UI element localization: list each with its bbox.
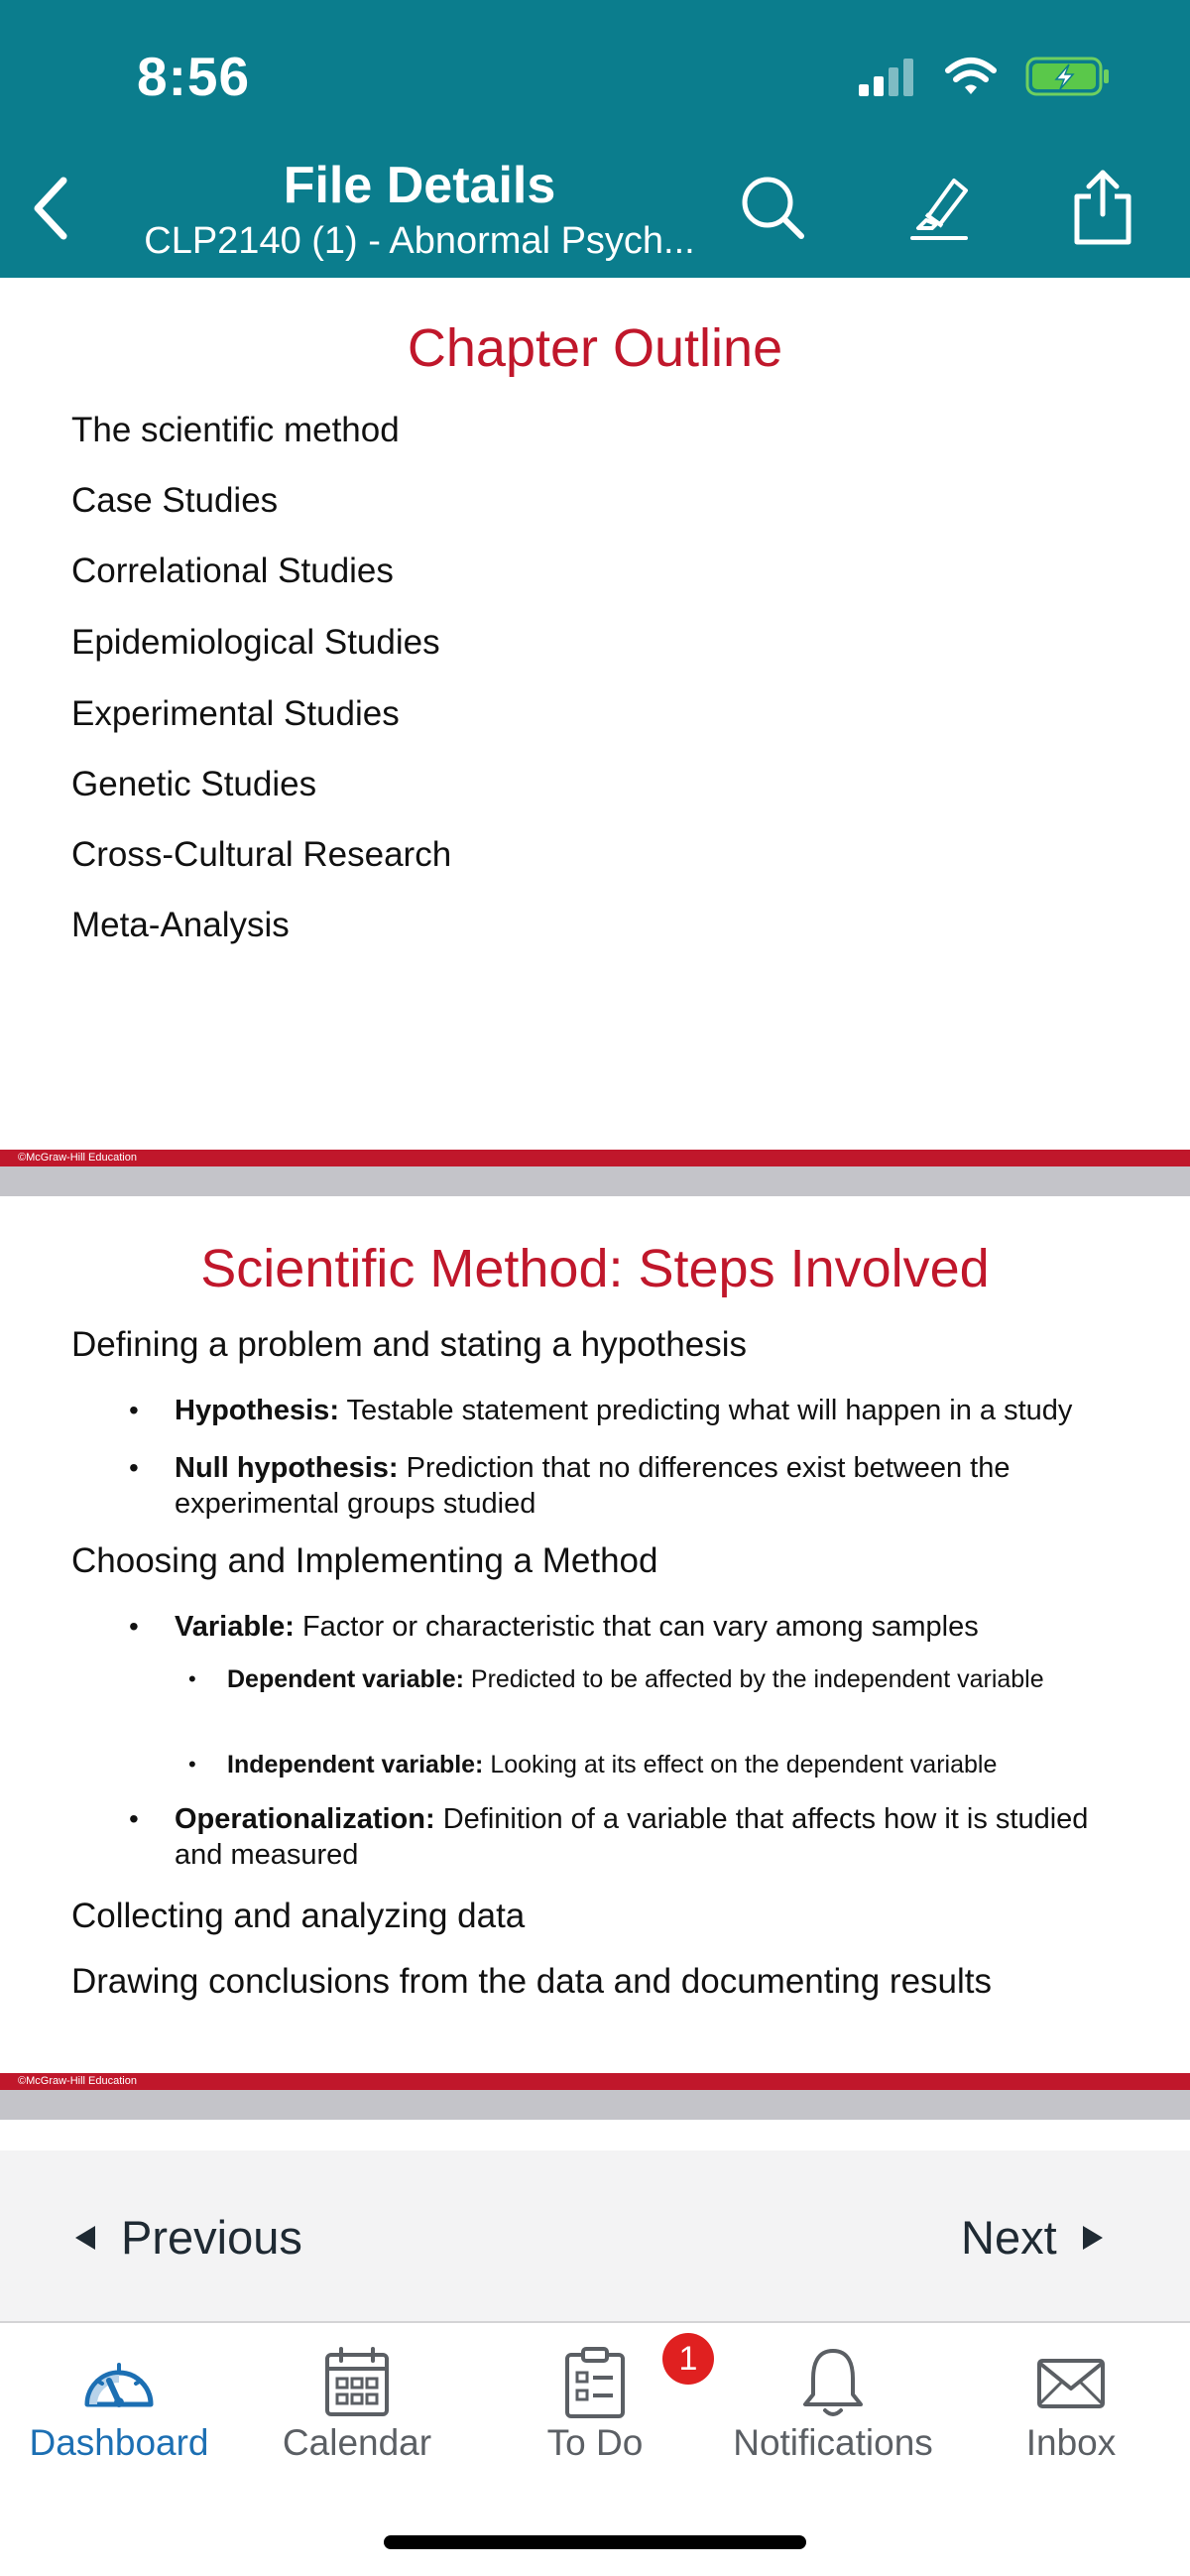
list-item: Dependent variable: Predicted to be affected by the independent variable	[227, 1665, 1044, 1693]
slide-divider	[0, 1166, 1190, 1196]
slide-scientific-method	[0, 1200, 1190, 2087]
clipboard-checklist-icon	[555, 2343, 635, 2422]
bullet-icon: •	[129, 1611, 139, 1642]
outline-item: Experimental Studies	[71, 694, 400, 733]
outline-item: Meta-Analysis	[71, 906, 290, 944]
outline-item: Epidemiological Studies	[71, 623, 440, 662]
step-heading: Defining a problem and stating a hypothesis	[71, 1325, 747, 1364]
tab-label: To Do	[546, 2422, 644, 2463]
step-heading: Drawing conclusions from the data and documenting results	[71, 1962, 992, 2001]
caret-right-icon	[1079, 2223, 1107, 2253]
list-item: Null hypothesis: Prediction that no differences exist between the experimental groups studied	[175, 1452, 1011, 1520]
app-header	[0, 0, 1190, 278]
calendar-icon	[317, 2343, 397, 2422]
previous-button[interactable]	[71, 2210, 302, 2265]
slide-divider	[0, 2090, 1190, 2120]
tab-inbox[interactable]	[952, 2323, 1190, 2492]
tab-label: Dashboard	[29, 2422, 209, 2463]
wifi-icon	[944, 57, 998, 96]
bullet-icon: •	[188, 1752, 196, 1777]
file-name: CLP2140 (1) - Abnormal Psych...	[144, 220, 695, 262]
outline-item: The scientific method	[71, 411, 400, 449]
previous-label: Previous	[121, 2211, 302, 2264]
next-label: Next	[961, 2211, 1057, 2264]
search-icon[interactable]	[734, 167, 813, 246]
slide-footer-bar	[0, 1150, 1190, 1166]
slide-title: Scientific Method: Steps Involved	[200, 1239, 990, 1298]
page-title: File Details	[283, 157, 556, 214]
bullet-icon: •	[129, 1803, 139, 1834]
tab-notifications[interactable]	[714, 2323, 952, 2492]
envelope-icon	[1031, 2343, 1111, 2422]
bullet-icon: •	[188, 1666, 196, 1691]
outline-item: Genetic Studies	[71, 765, 317, 803]
status-time: 8:56	[137, 46, 251, 107]
tab-dashboard[interactable]	[0, 2323, 238, 2492]
copyright-text: ©McGraw-Hill Education	[18, 2075, 137, 2087]
step-heading: Choosing and Implementing a Method	[71, 1541, 658, 1580]
next-button[interactable]	[961, 2210, 1107, 2265]
bell-icon	[793, 2343, 873, 2422]
slide-footer-bar	[0, 2073, 1190, 2090]
bullet-icon: •	[129, 1395, 139, 1425]
outline-item: Cross-Cultural Research	[71, 835, 452, 874]
list-item: Operationalization: Definition of a variable that affects how it is studied and measured	[175, 1803, 1089, 1871]
list-item: Variable: Factor or characteristic that can vary among samples	[175, 1611, 979, 1643]
share-icon[interactable]	[1063, 167, 1142, 246]
dashboard-gauge-icon	[79, 2343, 159, 2422]
home-indicator	[384, 2535, 806, 2549]
slide-title: Chapter Outline	[407, 318, 783, 378]
battery-charging-icon	[1025, 56, 1111, 97]
step-heading: Collecting and analyzing data	[71, 1897, 526, 1935]
copyright-text: ©McGraw-Hill Education	[18, 1152, 137, 1164]
cellular-signal-icon	[857, 57, 916, 96]
highlighter-icon[interactable]	[898, 167, 978, 246]
todo-count-badge: 1	[662, 2333, 714, 2385]
slide-chapter-outline	[0, 278, 1190, 1164]
tab-label: Notifications	[733, 2422, 933, 2463]
bullet-icon: •	[129, 1452, 139, 1483]
list-item: Hypothesis: Testable statement predicting what will happen in a study	[175, 1395, 1073, 1426]
outline-item: Case Studies	[71, 481, 279, 520]
tab-to-do[interactable]	[476, 2323, 714, 2492]
outline-item: Correlational Studies	[71, 552, 394, 590]
list-item: Independent variable: Looking at its effect on the dependent variable	[227, 1751, 998, 1779]
page-navigation	[0, 2150, 1190, 2323]
tab-label: Inbox	[1025, 2422, 1117, 2463]
tab-label: Calendar	[282, 2422, 432, 2463]
tab-calendar[interactable]	[238, 2323, 476, 2492]
caret-left-icon	[71, 2223, 99, 2253]
status-icons	[857, 52, 1111, 101]
